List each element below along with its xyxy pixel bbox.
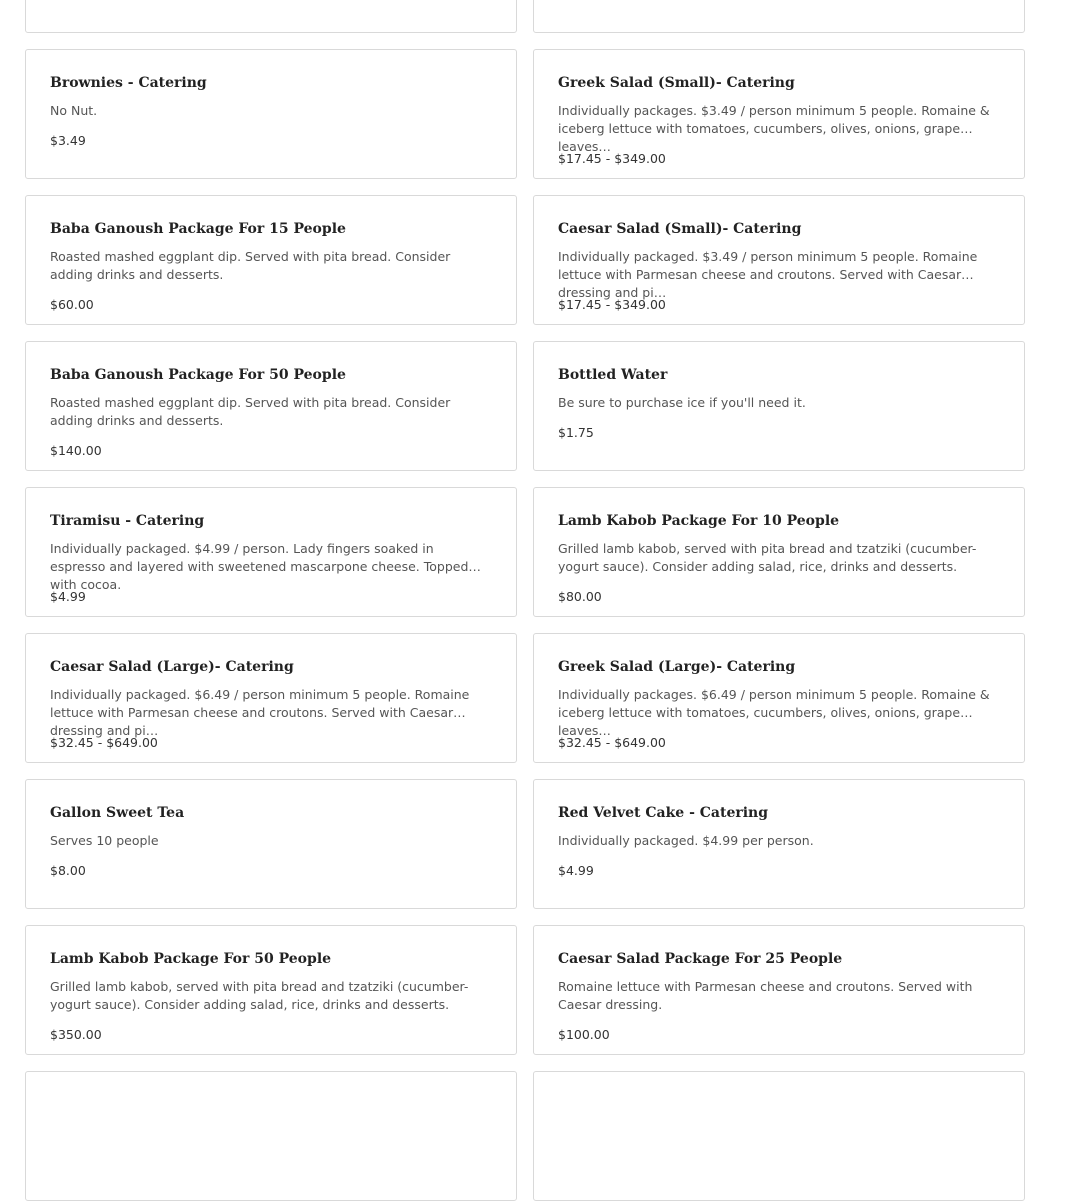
- menu-item-price: $8.00: [50, 863, 86, 878]
- menu-item-card[interactable]: [25, 341, 517, 471]
- menu-item-description: No Nut.: [50, 103, 98, 118]
- menu-item-price: $350.00: [50, 1027, 102, 1042]
- menu-item-card[interactable]: [533, 1071, 1025, 1201]
- menu-item-card[interactable]: [25, 633, 517, 763]
- menu-item-price: $1.75: [558, 425, 594, 440]
- menu-item-title: Baba Ganoush Package For 15 People: [50, 221, 346, 237]
- menu-item-price: $4.99: [50, 589, 86, 604]
- menu-item-price: $32.45 - $649.00: [558, 735, 666, 750]
- menu-item-description: Roasted mashed eggplant dip. Served with pita bread. Consider adding drinks and desserts.: [50, 395, 451, 428]
- menu-item-card[interactable]: [533, 341, 1025, 471]
- menu-item-price: $4.99: [558, 863, 594, 878]
- menu-item-price: $140.00: [50, 443, 102, 458]
- menu-item-card[interactable]: [25, 0, 517, 33]
- menu-item-description: Individually packages. $3.49 / person minimum 5 people. Romaine & iceberg lettuce with tomatoes, cucumbers, olives, onions, grape leaves…: [558, 103, 990, 154]
- menu-item-description: Grilled lamb kabob, served with pita bread and tzatziki (cucumber-yogurt sauce). Consider adding salad, rice, drinks and desserts.: [558, 541, 977, 574]
- menu-item-card[interactable]: [25, 49, 517, 179]
- menu-item-description: Individually packaged. $3.49 / person minimum 5 people. Romaine lettuce with Parmesan cheese and croutons. Served with Caesar dressing and pi…: [558, 249, 978, 300]
- menu-item-title: Tiramisu - Catering: [50, 513, 205, 529]
- menu-item-price: $100.00: [558, 1027, 610, 1042]
- menu-item-price: $17.45 - $349.00: [558, 297, 666, 312]
- menu-item-price: $17.45 - $349.00: [558, 151, 666, 166]
- menu-item-description: Individually packages. $6.49 / person minimum 5 people. Romaine & iceberg lettuce with tomatoes, cucumbers, olives, onions, grape leaves…: [558, 687, 990, 738]
- menu-item-title: Lamb Kabob Package For 50 People: [50, 951, 332, 967]
- menu-item-card[interactable]: [25, 487, 517, 617]
- menu-item-title: Bottled Water: [558, 367, 668, 383]
- menu-item-title: Caesar Salad (Small)- Catering: [558, 221, 802, 237]
- menu-item-card[interactable]: [25, 925, 517, 1055]
- menu-item-description: Grilled lamb kabob, served with pita bread and tzatziki (cucumber-yogurt sauce). Consider adding salad, rice, drinks and desserts.: [50, 979, 469, 1012]
- menu-item-price: $32.45 - $649.00: [50, 735, 158, 750]
- menu-item-description: Individually packaged. $6.49 / person minimum 5 people. Romaine lettuce with Parmesan cheese and croutons. Served with Caesar dressing and pi…: [50, 687, 470, 738]
- menu-item-description: Roasted mashed eggplant dip. Served with pita bread. Consider adding drinks and desserts.: [50, 249, 451, 282]
- menu-item-title: Lamb Kabob Package For 10 People: [558, 513, 840, 529]
- menu-item-title: Gallon Sweet Tea: [50, 805, 185, 821]
- menu-item-card[interactable]: [25, 779, 517, 909]
- menu-item-card[interactable]: [533, 633, 1025, 763]
- menu-item-title: Baba Ganoush Package For 50 People: [50, 367, 346, 383]
- menu-item-grid: [25, 0, 1025, 1201]
- menu-item-title: Caesar Salad (Large)- Catering: [50, 659, 294, 675]
- menu-item-price: $60.00: [50, 297, 94, 312]
- menu-item-title: Red Velvet Cake - Catering: [558, 805, 769, 821]
- menu-item-card[interactable]: [533, 487, 1025, 617]
- menu-item-card[interactable]: [533, 195, 1025, 325]
- menu-item-description: Individually packaged. $4.99 / person. Lady fingers soaked in espresso and layered with sweetened mascarpone cheese. Topped with cocoa.: [50, 541, 469, 592]
- menu-item-card[interactable]: [533, 779, 1025, 909]
- menu-item-title: Brownies - Catering: [50, 75, 207, 91]
- menu-item-description: Romaine lettuce with Parmesan cheese and croutons. Served with Caesar dressing.: [558, 979, 973, 1012]
- menu-item-description: Individually packaged. $4.99 per person.: [558, 833, 814, 848]
- menu-item-card[interactable]: [533, 49, 1025, 179]
- menu-item-title: Caesar Salad Package For 25 People: [558, 951, 843, 967]
- menu-item-card[interactable]: [25, 195, 517, 325]
- menu-item-description: Be sure to purchase ice if you'll need it.: [558, 395, 806, 410]
- menu-item-card[interactable]: [533, 925, 1025, 1055]
- menu-item-card[interactable]: [25, 1071, 517, 1201]
- menu-item-price: $3.49: [50, 133, 86, 148]
- menu-item-title: Greek Salad (Small)- Catering: [558, 75, 795, 91]
- menu-item-price: $80.00: [558, 589, 602, 604]
- menu-item-card[interactable]: [533, 0, 1025, 33]
- menu-item-title: Greek Salad (Large)- Catering: [558, 659, 796, 675]
- menu-item-description: Serves 10 people: [50, 833, 159, 848]
